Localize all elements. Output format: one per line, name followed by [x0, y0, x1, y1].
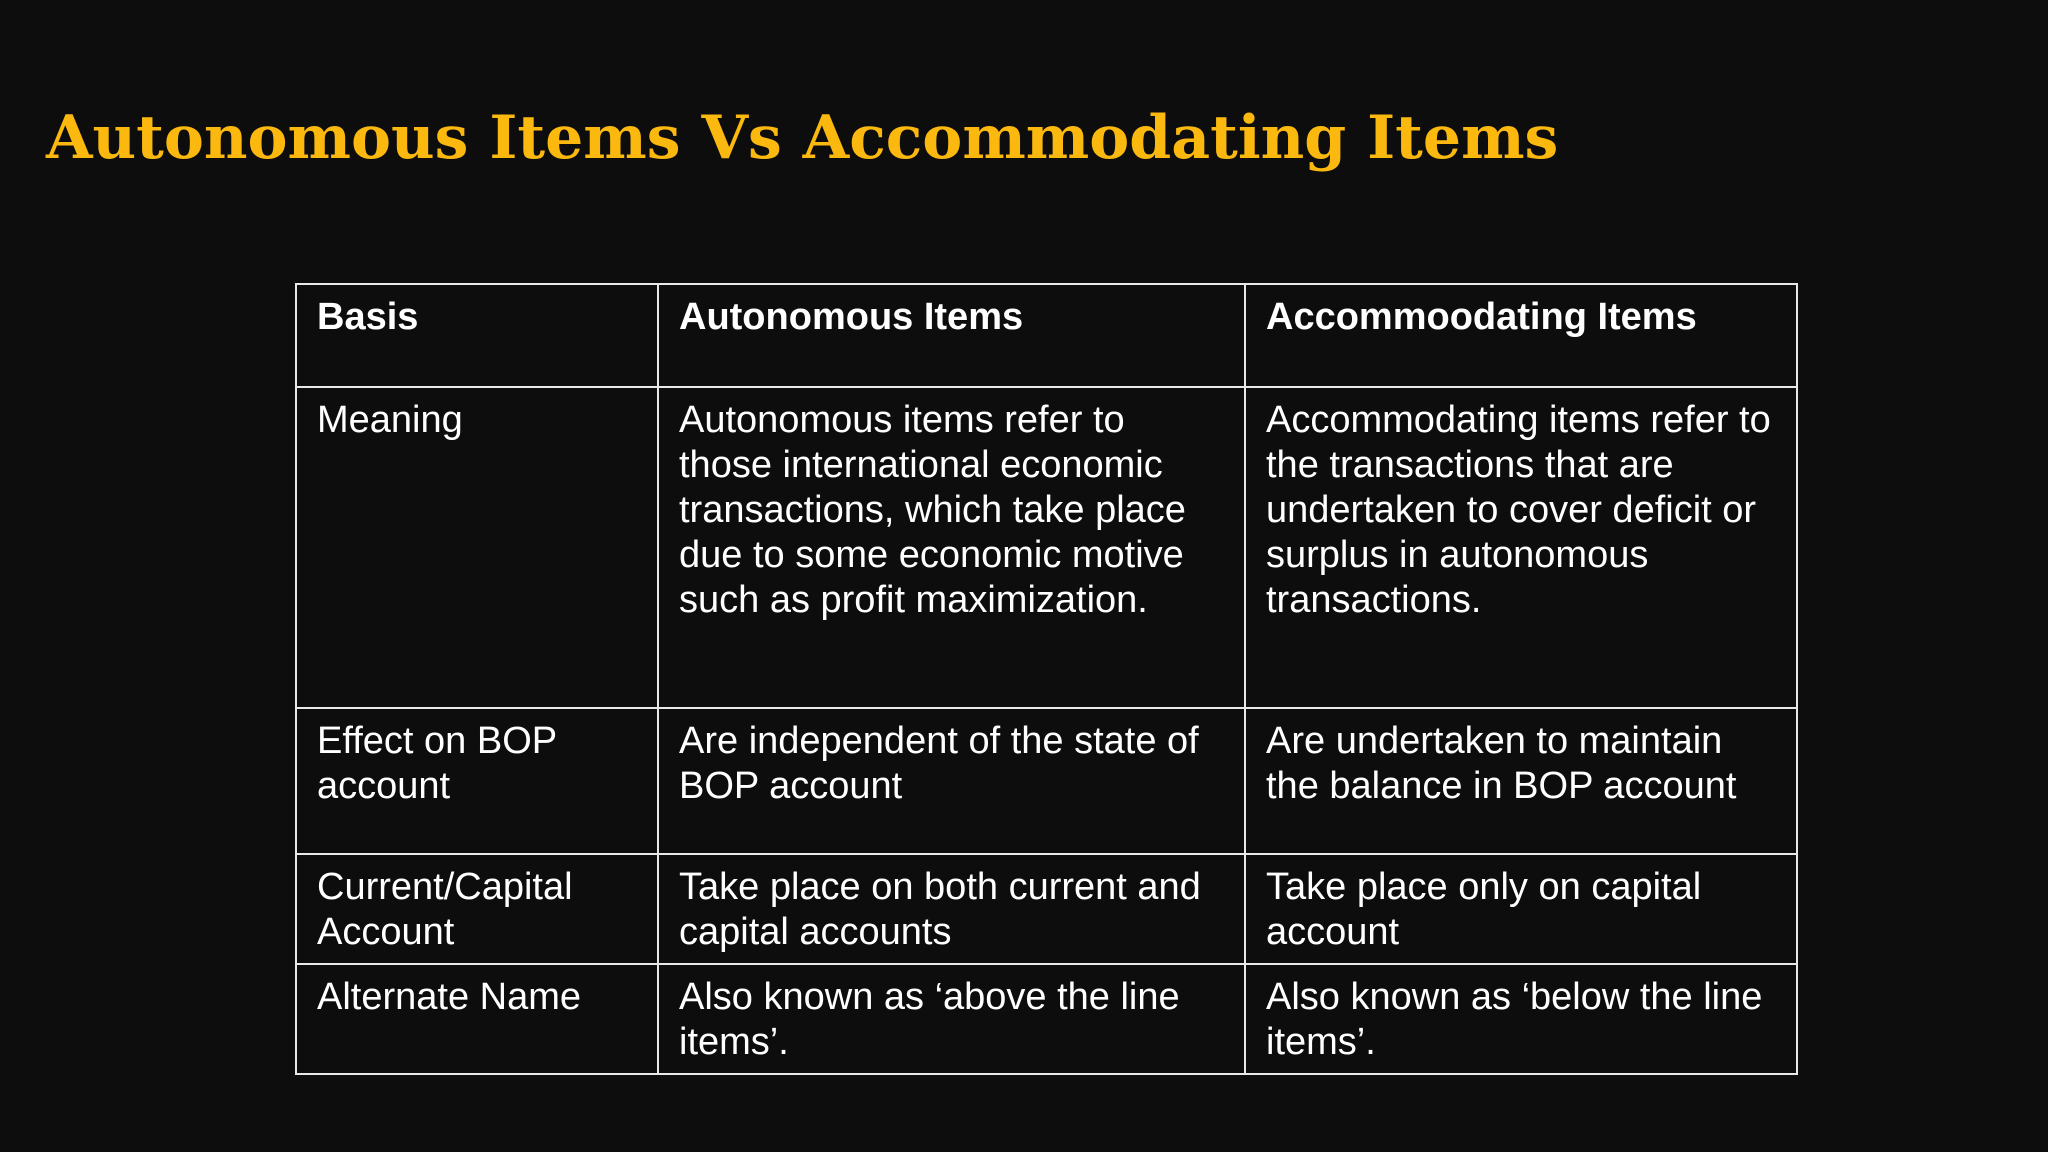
header-accommodating-items: Accommoodating Items	[1245, 284, 1797, 387]
header-basis: Basis	[296, 284, 658, 387]
cell-accommodating: Also known as ‘below the line items’.	[1245, 964, 1797, 1074]
table-row	[296, 854, 1797, 964]
cell-accommodating: Take place only on capital account	[1245, 854, 1797, 964]
table-row	[296, 387, 1797, 708]
table-header-row	[296, 284, 1797, 387]
cell-accommodating: Are undertaken to maintain the balance in BOP account	[1245, 708, 1797, 854]
slide-title: Autonomous Items Vs Accommodating Items	[46, 103, 1559, 173]
cell-basis: Meaning	[296, 387, 658, 708]
cell-autonomous: Take place on both current and capital accounts	[658, 854, 1245, 964]
cell-autonomous: Also known as ‘above the line items’.	[658, 964, 1245, 1074]
cell-autonomous: Autonomous items refer to those international economic transactions, which take place due to some economic motive such as profit maximization.	[658, 387, 1245, 708]
cell-basis: Current/Capital Account	[296, 854, 658, 964]
comparison-table	[295, 283, 1798, 1075]
cell-accommodating: Accommodating items refer to the transactions that are undertaken to cover deficit or surplus in autonomous transactions.	[1245, 387, 1797, 708]
cell-basis: Alternate Name	[296, 964, 658, 1074]
table-row	[296, 708, 1797, 854]
header-autonomous-items: Autonomous Items	[658, 284, 1245, 387]
cell-autonomous: Are independent of the state of BOP account	[658, 708, 1245, 854]
cell-basis: Effect on BOP account	[296, 708, 658, 854]
table-row	[296, 964, 1797, 1074]
